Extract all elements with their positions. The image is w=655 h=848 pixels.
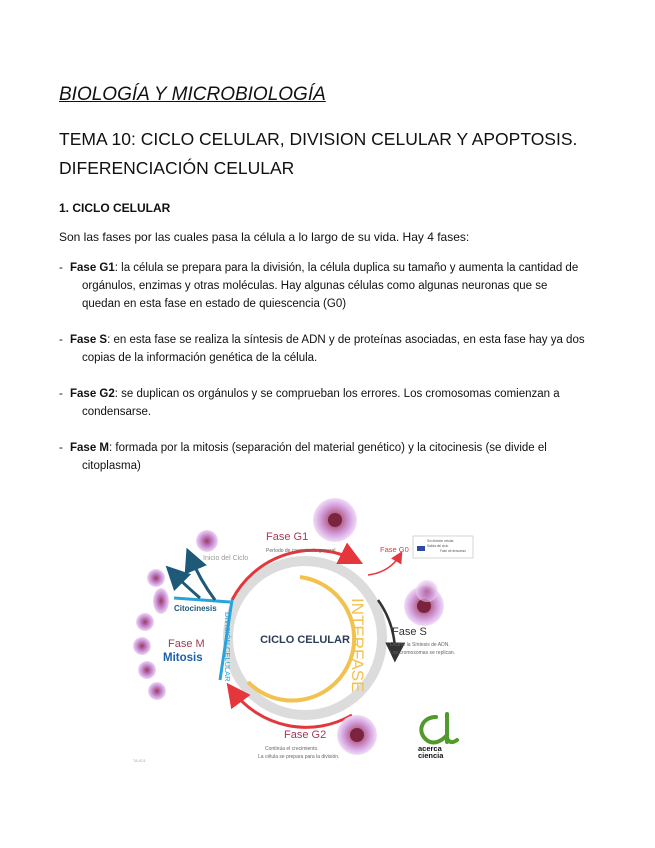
phase-text: : en esta fase se realiza la síntesis de ADN y de proteínas asociadas, en esta fase hay ya dos [107, 334, 585, 346]
phase-item-m [59, 439, 599, 475]
cell-g0 [416, 580, 438, 602]
g0-box-line-2: Salida del ciclo [427, 544, 449, 548]
s-title: Fase S [392, 626, 427, 638]
citocinesis-label: Citocinesis [174, 604, 217, 613]
document-title: BIOLOGÍA Y MICROBIOLOGÍA [59, 84, 326, 105]
g1-title: Fase G1 [266, 531, 309, 543]
cell-mitosis [148, 682, 166, 700]
phase-text: quedan en esta fase en estado de quiescencia (G0) [82, 298, 347, 310]
fase-m-label: Fase M [168, 638, 205, 650]
list-bullet: - [59, 388, 63, 400]
phase-text: orgánulos, enzimas y otras moléculas. Hay algunas células como algunas neuronas que se [82, 280, 548, 292]
g1-desc: Período de crecimiento general [266, 548, 336, 554]
g2-title: Fase G2 [284, 729, 327, 741]
phase-text: condensarse. [82, 406, 152, 418]
cell-daughter [147, 569, 165, 587]
phase-text: : la célula se prepara para la división, la célula duplica su tamaño y aumenta la cantidad de [114, 262, 579, 274]
list-bullet: - [59, 262, 63, 274]
logo-text-1: acerca [418, 744, 442, 753]
g2-desc-1: Continúa el crecimiento. [265, 746, 319, 752]
phase-name: Fase S [70, 334, 108, 346]
phase-name: Fase G2 [70, 388, 115, 400]
phase-text: copias de la información genética de la célula. [82, 352, 318, 364]
logo-text-2: ciencia [418, 751, 444, 760]
cell-cycle-diagram [129, 498, 484, 773]
section-heading: 1. CICLO CELULAR [59, 201, 171, 215]
phase-item-g1 [59, 259, 599, 313]
phase-name: Fase G1 [70, 262, 115, 274]
tema-line-2: DIFERENCIACIÓN CELULAR [59, 158, 295, 178]
mitosis-label: Mitosis [163, 652, 203, 664]
g0-box-line-1: Sin división celular. [427, 539, 455, 543]
inicio-arrow [172, 572, 200, 598]
s-desc-1: Ocurre la Síntesis de ADN. [390, 642, 450, 648]
cell-nucleus [350, 728, 364, 742]
phase-text: : formada por la mitosis (separación del material genético) y la citocinesis (se divide el [109, 442, 547, 454]
acerca-ciencia-logo [418, 714, 457, 760]
diagram-code: TA-621 [133, 758, 146, 763]
g0-box-icon [417, 546, 425, 551]
phase-name: Fase M [70, 442, 109, 454]
phase-item-g2 [59, 385, 599, 421]
cell-daughter [196, 530, 218, 552]
cell-nucleus [328, 513, 342, 527]
tema-line-1: TEMA 10: CICLO CELULAR, DIVISION CELULAR Y APOPTOSIS. [59, 129, 578, 149]
list-bullet: - [59, 442, 63, 454]
g2-desc-2: La célula se prepara para la división. [258, 754, 340, 760]
intro-paragraph: Son las fases por las cuales pasa la célula a lo largo de su vida. Hay 4 fases: [59, 230, 470, 244]
cell-dividing [153, 588, 169, 614]
cell-mitosis [138, 661, 156, 679]
g0-label: Fase G0 [380, 545, 409, 554]
list-bullet: - [59, 334, 63, 346]
cell-mitosis [136, 613, 154, 631]
inicio-label: Inicio del Ciclo [203, 555, 249, 562]
g0-arrow [368, 555, 400, 575]
division-label: DIVISIÓN CELULAR [223, 612, 232, 682]
cell-mitosis [133, 637, 151, 655]
phase-item-s [59, 331, 599, 367]
tema-heading [59, 125, 599, 183]
interfase-label: INTERFASE [348, 598, 367, 693]
center-label: CICLO CELULAR [260, 634, 350, 646]
g0-box-line-3: Fase de descanso [440, 549, 467, 553]
phase-text: : se duplican os orgánulos y se comprueban los errores. Los cromosomas comienzan a [114, 388, 560, 400]
phase-text: citoplasma) [82, 460, 141, 472]
citocinesis-line [174, 598, 230, 602]
s-desc-2: Los cromosomas se replican. [390, 650, 456, 656]
